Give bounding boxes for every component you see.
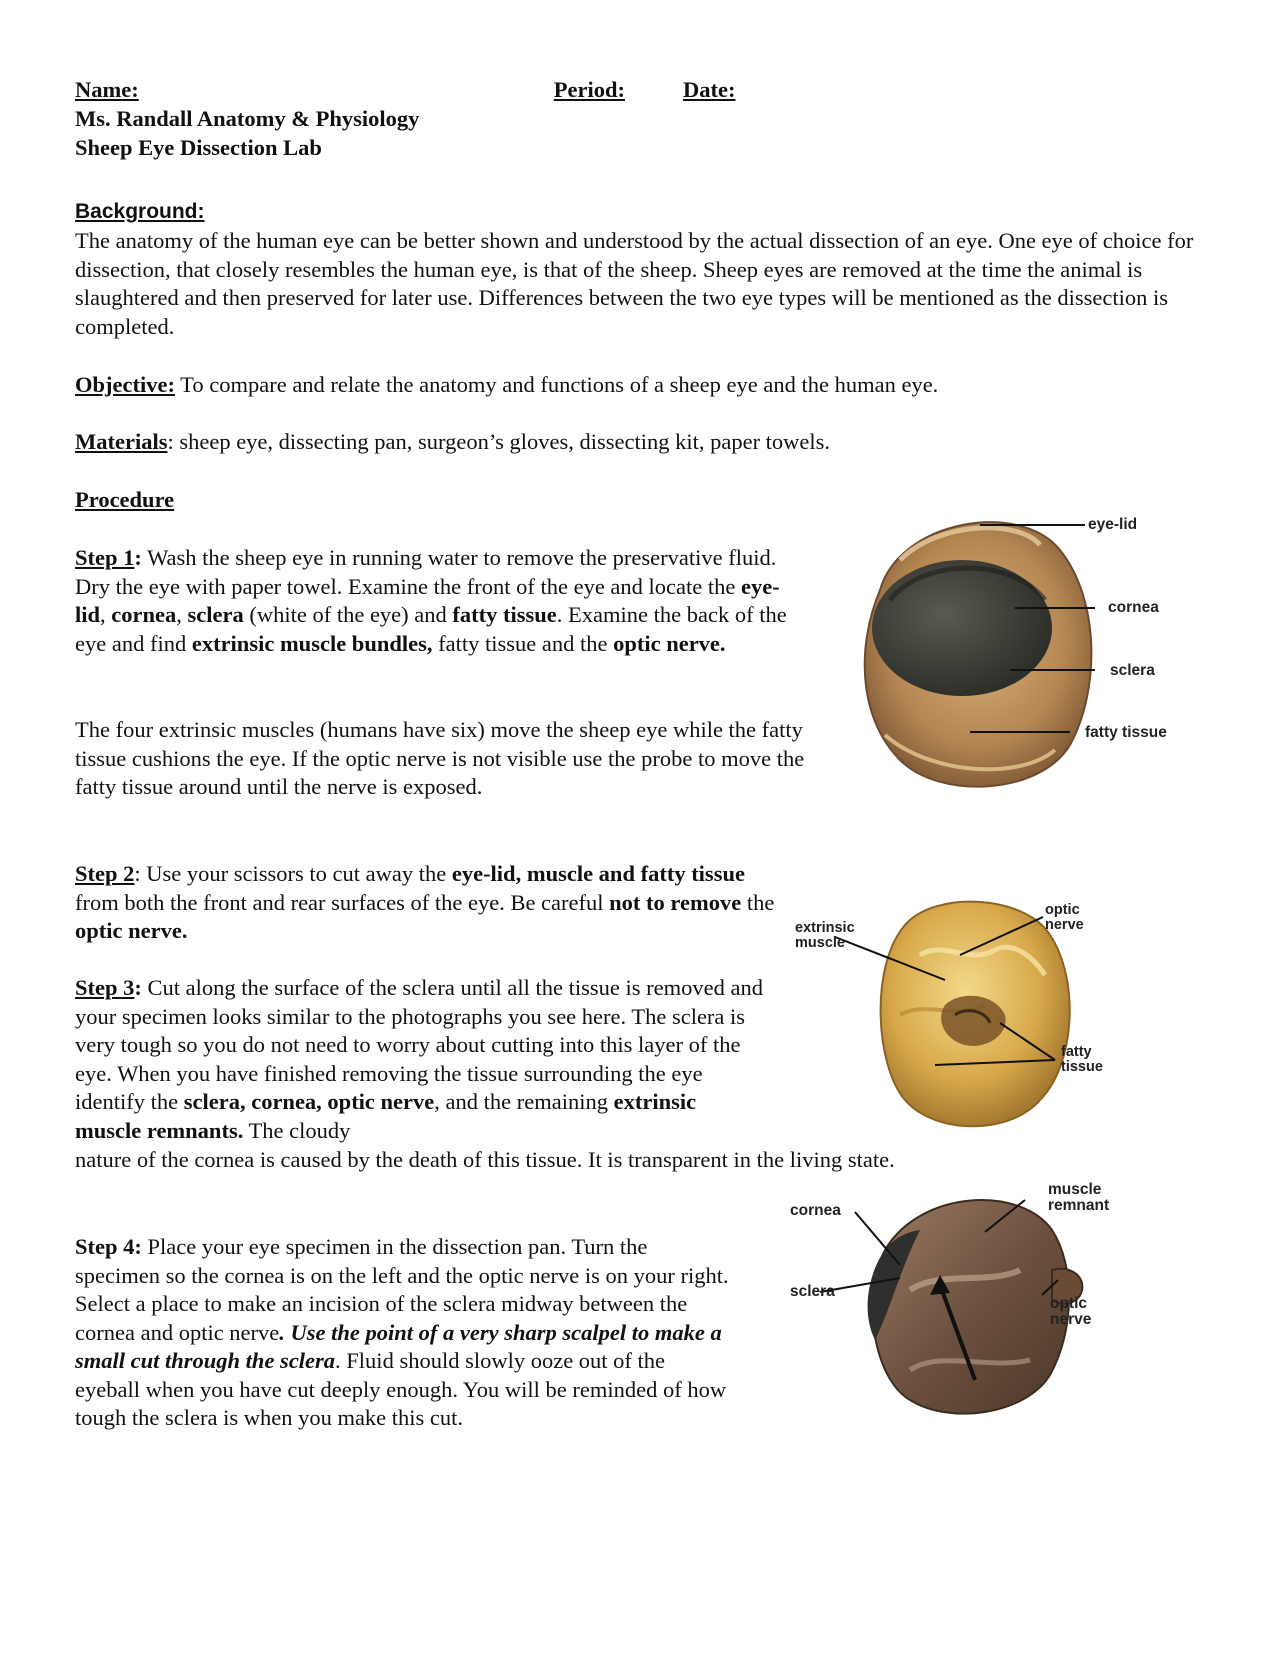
period-label: Period: [553, 77, 625, 102]
step1-paragraph-2: The four extrinsic muscles (humans have six) move the sheep eye while the fatty tissue cushions the eye. If the optic nerve is not visible use the probe to move the fatty tissue around until the nerve is exposed. [75, 717, 805, 799]
term-sclera: sclera [187, 602, 244, 627]
figure-eye-side [790, 1181, 1190, 1430]
label-tissue: tissue [1061, 1059, 1103, 1075]
header-line [75, 75, 835, 104]
term-fatty-tissue: fatty tissue [452, 602, 557, 627]
step4-paragraph: Step 4: Place your eye specimen in the dissection pan. Turn the specimen so the cornea is on the left and the optic nerve is on your right. Select a place to make an incision of the sclera midway between the cornea and optic nerve. Use the point of a very sharp scalpel to make a small cut through the sclera. Fluid should slowly ooze out of the eyeball when you have cut deeply enough. You will be reminded of how tough the sclera is when you make this cut. [75, 1234, 729, 1430]
label-sclera: sclera [1110, 662, 1155, 679]
materials-label: Materials [75, 429, 168, 454]
figure-eye-back [795, 895, 1195, 1135]
figure-eye-front [840, 500, 1190, 800]
step3-label: Step 3 [75, 975, 135, 1000]
step1-paragraph: Step 1: Wash the sheep eye in running water to remove the preservative fluid. Dry the eye with paper towel. Examine the front of the eye and locate the eye-lid, cornea, sclera (white of the eye) and fatty tissue. Examine the back of the eye and find extrinsic muscle bundles, fatty tissue and the optic nerve. [75, 545, 787, 656]
label-muscle: muscle [795, 935, 845, 951]
step4-label: Step 4: [75, 1234, 142, 1259]
label-nerve-side: nerve [1050, 1311, 1092, 1328]
step2-label: Step 2 [75, 861, 135, 886]
materials-text: : sheep eye, dissecting pan, surgeon’s gloves, dissecting kit, paper towels. [167, 429, 831, 454]
label-extrinsic: extrinsic [795, 920, 855, 936]
label-cornea: cornea [1108, 599, 1159, 616]
label-fatty-tissue: fatty tissue [1085, 724, 1167, 741]
label-sclera-side: sclera [790, 1283, 835, 1300]
label-eyelid: eye-lid [1088, 516, 1138, 533]
term-eyelid: eye-lid [75, 573, 780, 627]
objective-label: Objective: [75, 372, 175, 397]
eye-side-image [790, 1190, 1190, 1430]
background-heading: Background: [75, 200, 205, 223]
teacher-title: Ms. Randall Anatomy & Physiology [75, 106, 420, 131]
materials-paragraph [75, 428, 1205, 457]
label-optic: optic [1045, 902, 1080, 918]
name-label: Name: [75, 77, 139, 102]
objective-text: To compare and relate the anatomy and functions of a sheep eye and the human eye. [174, 372, 939, 397]
label-muscle-remnant-2: remnant [1048, 1197, 1110, 1214]
term-cornea: cornea [111, 602, 177, 627]
label-cornea-side: cornea [790, 1202, 841, 1219]
label-muscle-remnant-1: muscle [1048, 1181, 1102, 1198]
step1-label: Step 1 [75, 545, 135, 570]
procedure-heading: Procedure [75, 487, 175, 512]
label-nerve: nerve [1045, 917, 1084, 933]
date-label: Date: [682, 77, 736, 102]
term-extrinsic-muscle: extrinsic muscle bundles, [191, 630, 433, 656]
label-optic-side: optic [1050, 1295, 1088, 1312]
label-fatty: fatty [1061, 1044, 1092, 1060]
eye-front-image [840, 500, 1190, 800]
step3-last-line: nature of the cornea is caused by the death of this tissue. It is transparent in the living state. [75, 1147, 895, 1172]
step3-paragraph: Step 3: Cut along the surface of the sclera until all the tissue is removed and your specimen looks similar to the photographs you see here. The sclera is very tough so you do not need to worry about cutting into this layer of the eye. When you have finished removing the tissue surrounding the eye identify the sclera, cornea, optic nerve, and the remaining extrinsic muscle remnants. The cloudy [75, 975, 763, 1143]
eye-back-image [795, 895, 1195, 1135]
background-text: The anatomy of the human eye can be better shown and understood by the actual dissection of an eye. One eye of choice for dissection, that closely resembles the human eye, is that of the sheep. Sheep eyes are removed at the time the animal is slaughtered and then preserved for later use. Differences between the two eye types will be mentioned as the dissection is completed. [75, 228, 1194, 339]
term-optic-nerve: optic nerve. [613, 630, 726, 656]
lab-title: Sheep Eye Dissection Lab [75, 135, 322, 160]
step2-paragraph: Step 2: Use your scissors to cut away the eye-lid, muscle and fatty tissue from both the front and rear surfaces of the eye. Be careful not to remove the optic nerve. [75, 861, 775, 943]
objective-paragraph [75, 371, 1205, 400]
